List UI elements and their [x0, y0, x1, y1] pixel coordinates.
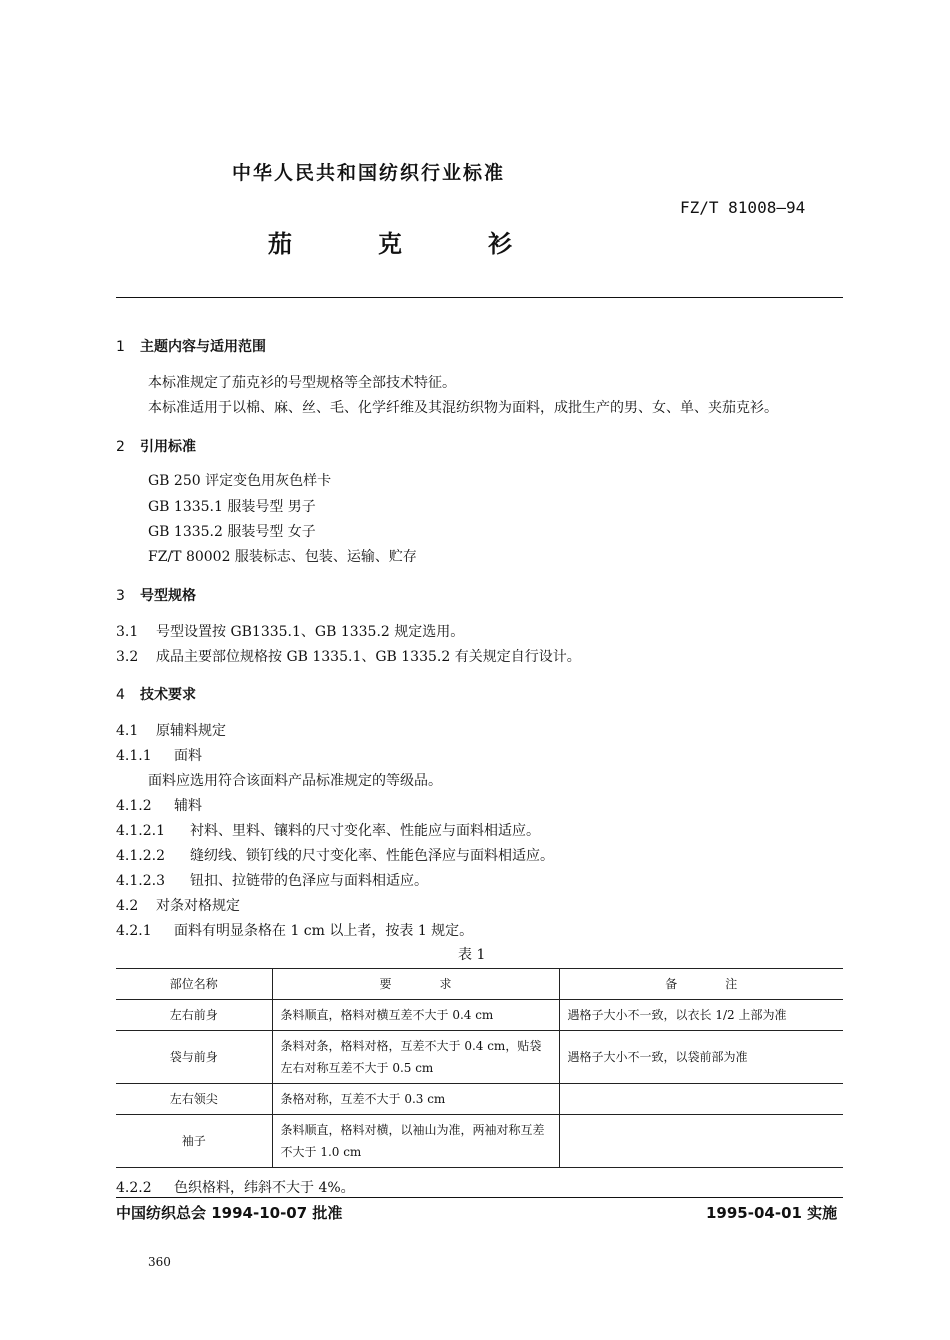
clause-4-1	[116, 720, 226, 740]
clause-4-1-1	[116, 745, 202, 765]
section-3-heading	[116, 585, 196, 605]
table-row	[116, 1084, 843, 1115]
cell-note: 遇格子大小不一致，以袋前部为准	[559, 1031, 843, 1084]
cell-part: 左右前身	[116, 1000, 272, 1031]
cell-part: 袋与前身	[116, 1031, 272, 1084]
header-part: 部位名称	[116, 969, 272, 1000]
reference-item: FZ/T 80002 服装标志、包装、运输、贮存	[148, 549, 417, 565]
page-number: 360	[148, 1255, 171, 1269]
cell-requirement: 条料顺直，格料对横互差不大于 0.4 cm	[272, 1000, 559, 1031]
cell-requirement: 条格对称，互差不大于 0.3 cm	[272, 1084, 559, 1115]
cell-note	[559, 1084, 843, 1115]
header-requirement: 要 求	[272, 969, 559, 1000]
clause-number: 4.2	[116, 898, 139, 914]
clause-text: 色织格料，纬斜不大于 4%。	[174, 1180, 355, 1196]
section-1-paragraph-2: 本标准适用于以棉、麻、丝、毛、化学纤维及其混纺织物为面料，成批生产的男、女、单、夹茄克衫。	[148, 400, 778, 416]
section-1-paragraph-1: 本标准规定了茄克衫的号型规格等全部技术特征。	[148, 375, 456, 391]
standard-organization-title: 中华人民共和国纺织行业标准	[232, 162, 506, 184]
clause-text: 面料	[174, 748, 202, 764]
clause-text: 对条对格规定	[156, 898, 240, 914]
cell-requirement: 条料对条，格料对格，互差不大于 0.4 cm，贴袋左右对称互差不大于 0.5 cm	[272, 1031, 559, 1084]
title-char-2: 克	[378, 230, 402, 258]
clause-4-1-2-1	[116, 820, 540, 840]
clause-number: 4.1.2.1	[116, 823, 165, 839]
reference-item: GB 1335.2 服装号型 女子	[148, 524, 316, 540]
clause-text: 衬料、里料、镶料的尺寸变化率、性能应与面料相适应。	[190, 823, 540, 839]
clause-number: 3.1	[116, 624, 139, 640]
clause-4-1-2-3	[116, 870, 428, 890]
footer-divider	[116, 1197, 843, 1198]
clause-text: 号型设置按 GB1335.1、GB 1335.2 规定选用。	[156, 624, 465, 640]
clause-number: 4.1.2.3	[116, 873, 165, 889]
document-title	[268, 224, 598, 259]
clause-number: 4.2.2	[116, 1180, 152, 1196]
clause-4-2-2	[116, 1177, 355, 1197]
clause-number: 4.1	[116, 723, 139, 739]
clause-number: 4.1.1	[116, 748, 152, 764]
cell-note: 遇格子大小不一致，以衣长 1/2 上部为准	[559, 1000, 843, 1031]
clause-3-1	[116, 621, 464, 641]
table-row	[116, 1115, 843, 1168]
clause-text: 缝纫线、锁钉线的尺寸变化率、性能色泽应与面料相适应。	[190, 848, 554, 864]
section-1-heading	[116, 336, 266, 356]
clause-4-2-1	[116, 920, 473, 940]
cell-part: 左右领尖	[116, 1084, 272, 1115]
clause-number: 4.2.1	[116, 923, 152, 939]
clause-4-1-2	[116, 795, 202, 815]
header-divider	[116, 297, 843, 298]
clause-number: 4.1.2	[116, 798, 152, 814]
implementation-date: 1995-04-01 实施	[706, 1204, 838, 1222]
cell-requirement: 条料顺直，格料对横，以袖山为准，两袖对称互差不大于 1.0 cm	[272, 1115, 559, 1168]
table-row	[116, 1000, 843, 1031]
section-title: 引用标准	[140, 439, 196, 455]
cell-part: 袖子	[116, 1115, 272, 1168]
section-number: 1	[116, 339, 125, 355]
header-note: 备 注	[559, 969, 843, 1000]
section-number: 4	[116, 687, 125, 703]
clause-4-2	[116, 895, 240, 915]
clause-text: 面料有明显条格在 1 cm 以上者，按表 1 规定。	[174, 923, 474, 939]
clause-text: 钮扣、拉链带的色泽应与面料相适应。	[190, 873, 428, 889]
clause-4-1-2-2	[116, 845, 554, 865]
table-row	[116, 1031, 843, 1084]
reference-item: GB 250 评定变色用灰色样卡	[148, 473, 332, 489]
approval-date: 中国纺织总会 1994-10-07 批准	[116, 1204, 343, 1222]
section-2-heading	[116, 436, 196, 456]
clause-number: 4.1.2.2	[116, 848, 165, 864]
section-title: 技术要求	[140, 687, 196, 703]
section-title: 主题内容与适用范围	[140, 339, 266, 355]
cell-note	[559, 1115, 843, 1168]
table-header-row	[116, 969, 843, 1000]
title-char-1: 茄	[268, 230, 292, 258]
table-caption: 表 1	[458, 947, 486, 963]
clause-number: 3.2	[116, 649, 139, 665]
clause-3-2	[116, 646, 581, 666]
clause-text: 原辅料规定	[156, 723, 226, 739]
section-4-heading	[116, 684, 196, 704]
standard-number: FZ/T 81008—94	[680, 198, 806, 217]
title-char-3: 衫	[488, 230, 512, 258]
section-number: 2	[116, 439, 125, 455]
section-title: 号型规格	[140, 588, 196, 604]
reference-item: GB 1335.1 服装号型 男子	[148, 499, 316, 515]
clause-4-1-1-text: 面料应选用符合该面料产品标准规定的等级品。	[148, 773, 442, 789]
clause-text: 成品主要部位规格按 GB 1335.1、GB 1335.2 有关规定自行设计。	[156, 649, 581, 665]
clause-text: 辅料	[174, 798, 202, 814]
table-1	[116, 968, 843, 1168]
section-number: 3	[116, 588, 125, 604]
